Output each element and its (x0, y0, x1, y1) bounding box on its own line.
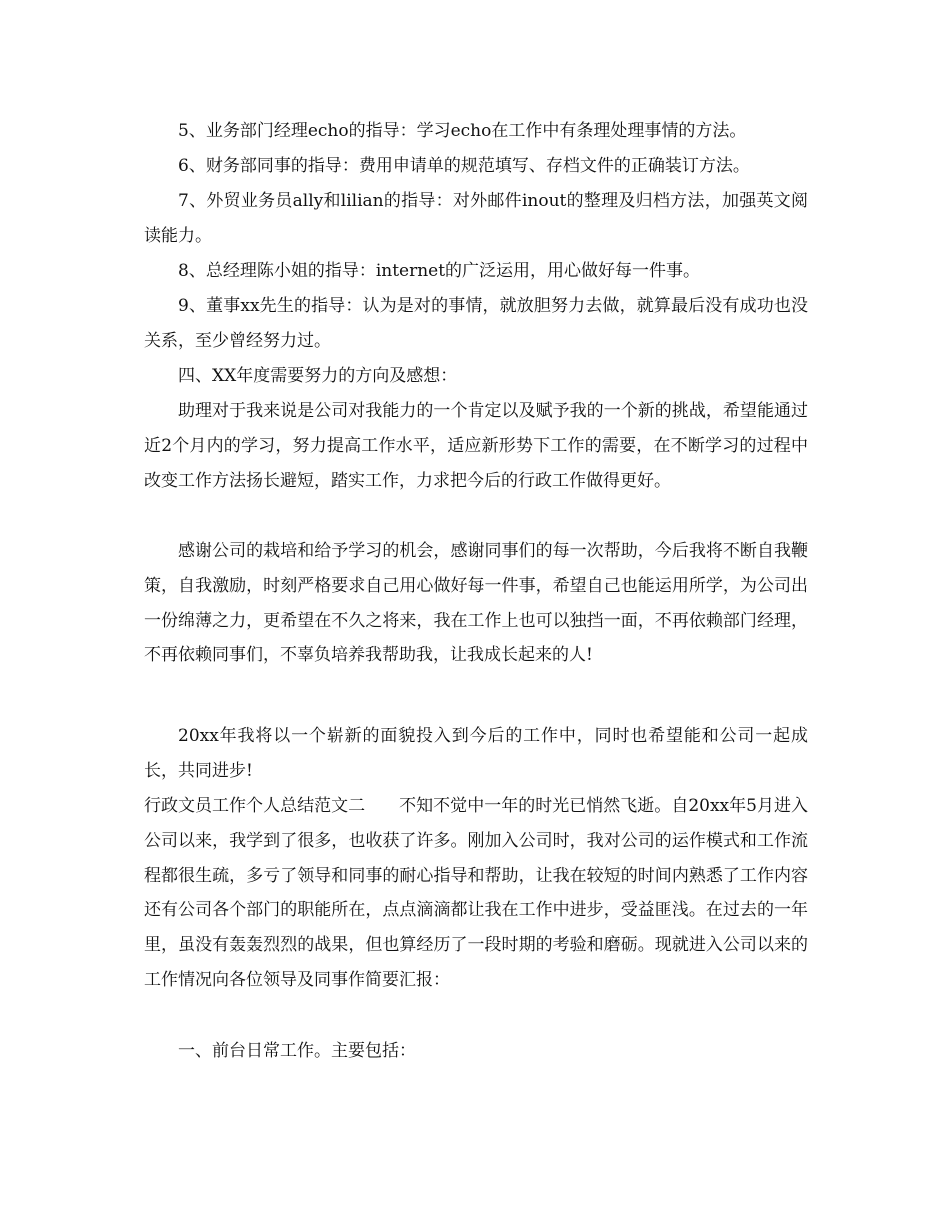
paragraph-item-6: 6、财务部同事的指导：费用申请单的规范填写、存档文件的正确装订方法。 (178, 156, 750, 176)
paragraph-summary-two: 行政文员工作个人总结范文二 不知不觉中一年的时光已悄然飞逝。自20xx年5月进入公司以来，我学到了很多，也收获了许多。刚加入公司时，我对公司的运作模式和工作流程都很生疏，多亏了领导和同事的耐心指导和帮助，让我在较短的时间内熟悉了工作内容还有公司各个部门的职能所在，点点滴滴都让我在工作中进步，受益匪浅。在过去的一年里，虽没有轰轰烈烈的战果，但也算经历了一段时期的考验和磨砺。现就进入公司以来的工作情况向各位领导及同事作简要汇报： (144, 796, 808, 990)
paragraph-assistant-role: 助理对于我来说是公司对我能力的一个肯定以及赋予我的一个新的挑战，希望能通过近2个月内的学习，努力提高工作水平，适应新形势下工作的需要，在不断学习的过程中改变工作方法扬长避短，踏实工作，力求把今后的行政工作做得更好。 (144, 401, 808, 491)
section-heading-four: 四、XX年度需要努力的方向及感想： (178, 366, 458, 386)
paragraph-item-9: 9、董事xx先生的指导：认为是对的事情，就放胆努力去做，就算最后没有成功也没关系，至少曾经努力过。 (144, 296, 808, 351)
section-heading-one: 一、前台日常工作。主要包括： (178, 1041, 416, 1061)
paragraph-thanks: 感谢公司的栽培和给予学习的机会，感谢同事们的每一次帮助，今后我将不断自我鞭策，自我激励，时刻严格要求自己用心做好每一件事，希望自己也能运用所学，为公司出一份绵薄之力，更希望在不久之将来，我在工作上也可以独挡一面，不再依赖部门经理，不再依赖同事们，不辜负培养我帮助我，让我成长起来的人! (144, 541, 808, 666)
paragraph-future: 20xx年我将以一个崭新的面貌投入到今后的工作中，同时也希望能和公司一起成长，共同进步! (144, 726, 808, 781)
paragraph-item-8: 8、总经理陈小姐的指导：internet的广泛运用，用心做好每一件事。 (178, 261, 701, 281)
paragraph-item-5: 5、业务部门经理echo的指导：学习echo在工作中有条理处理事情的方法。 (178, 121, 747, 141)
paragraph-item-7: 7、外贸业务员ally和lilian的指导：对外邮件inout的整理及归档方法，加强英文阅读能力。 (144, 191, 808, 246)
